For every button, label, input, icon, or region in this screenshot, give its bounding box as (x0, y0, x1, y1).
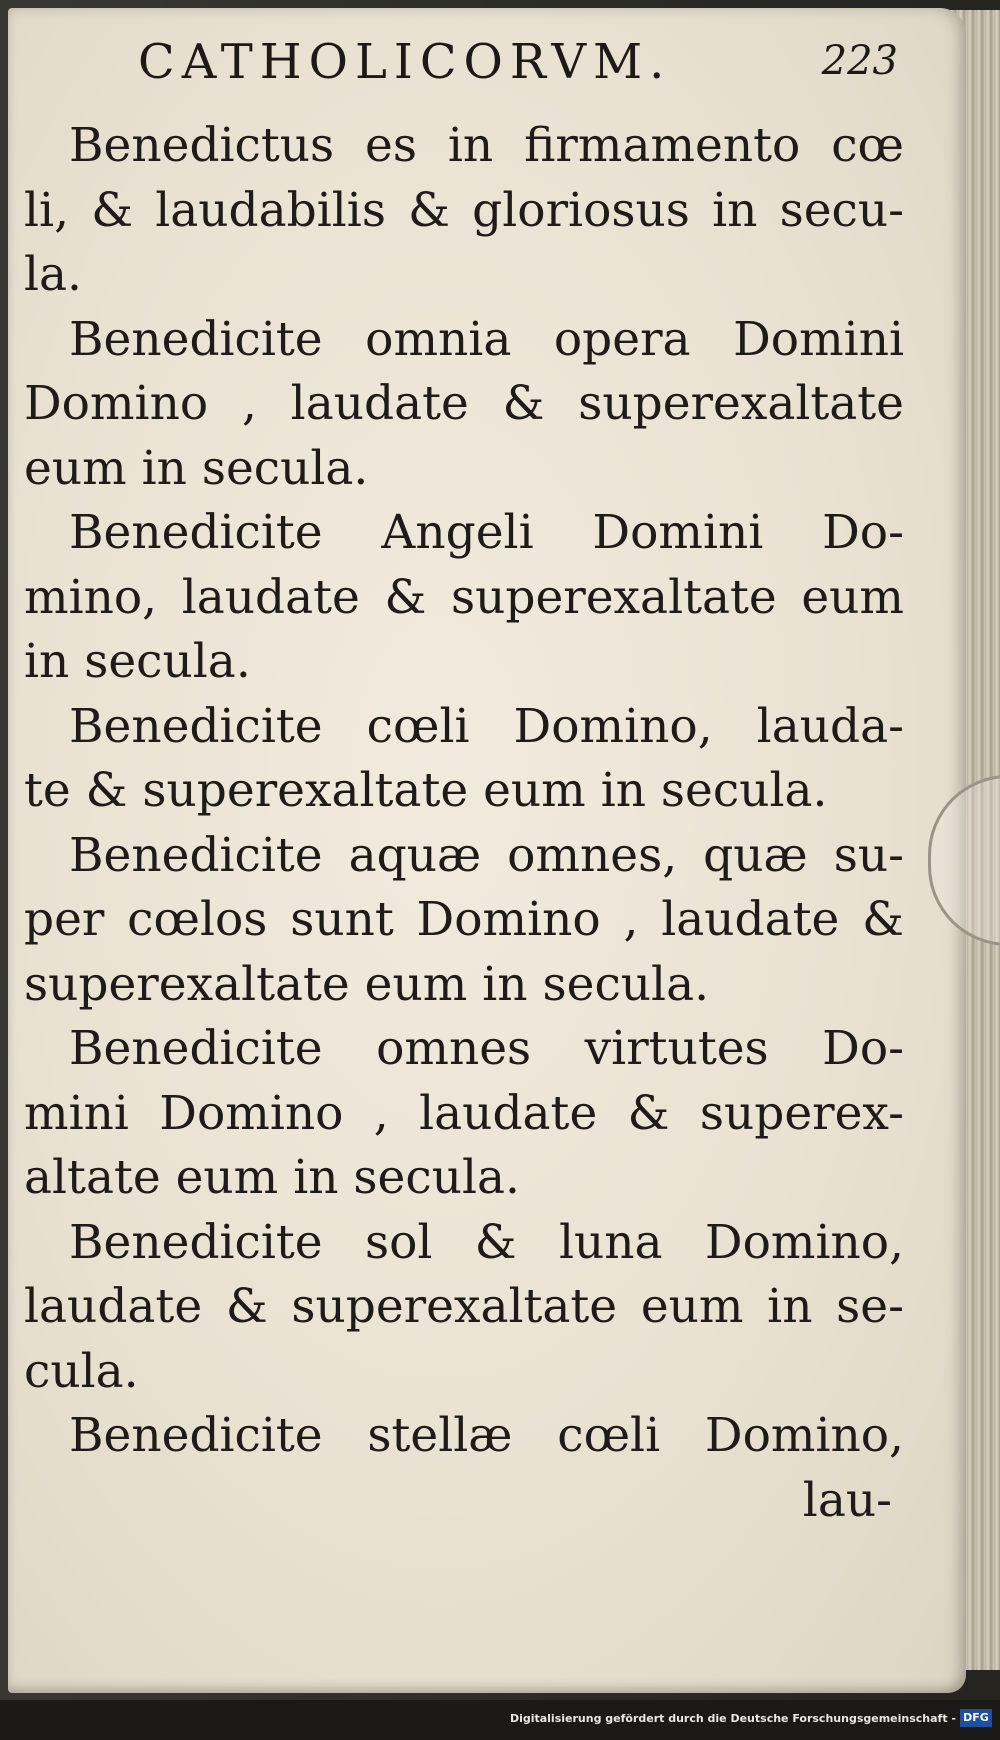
text-line: Benedicite omnes virtutes Do- (69, 1021, 904, 1076)
text-line: Benedicite aquæ omnes, quæ su- (69, 827, 904, 883)
text-line: la. (24, 247, 82, 302)
book-page (8, 8, 966, 1693)
text-line: Benedicite omnia opera Domini (69, 311, 904, 367)
text-line: Benedicite Angeli Domini Do- (69, 505, 904, 560)
text-line: laudate & superexaltate eum in se- (24, 1279, 904, 1334)
page-body (24, 114, 904, 1533)
text-line: altate eum in secula. (24, 1150, 520, 1205)
running-head (138, 34, 898, 94)
footer-bar (0, 1700, 1000, 1740)
dfg-logo: DFG (960, 1709, 992, 1727)
text-line: li, & laudabilis & gloriosus in secu- (24, 182, 904, 238)
running-title: CATHOLICORVM. (138, 34, 672, 90)
text-line: per cœlos sunt Domino , laudate & (24, 892, 904, 947)
text-line: te & superexaltate eum in secula. (24, 763, 828, 818)
text-line: eum in secula. (24, 440, 369, 496)
page-number: 223 (821, 38, 898, 84)
text-line: mini Domino , laudate & superex- (24, 1085, 904, 1141)
text-line: Benedicite cœli Domino, lauda- (69, 698, 904, 754)
text-line: Benedictus es in firmamento cœ (69, 118, 904, 173)
catchword: lau- (802, 1472, 892, 1528)
text-line: Benedicite sol & luna Domino, (69, 1214, 904, 1270)
digitization-credit: Digitalisierung gefördert durch die Deutsche Forschungsgemeinschaft - (509, 1712, 956, 1725)
text-line: mino, laudate & superexaltate eum (24, 569, 904, 625)
text-line: superexaltate eum in secula. (24, 956, 710, 1012)
text-line: Benedicite stellæ cœli Domino, (69, 1408, 904, 1463)
text-line: Domino , laudate & superexaltate (24, 376, 904, 431)
text-line: cula. (24, 1343, 139, 1399)
text-line: in secula. (24, 634, 251, 689)
